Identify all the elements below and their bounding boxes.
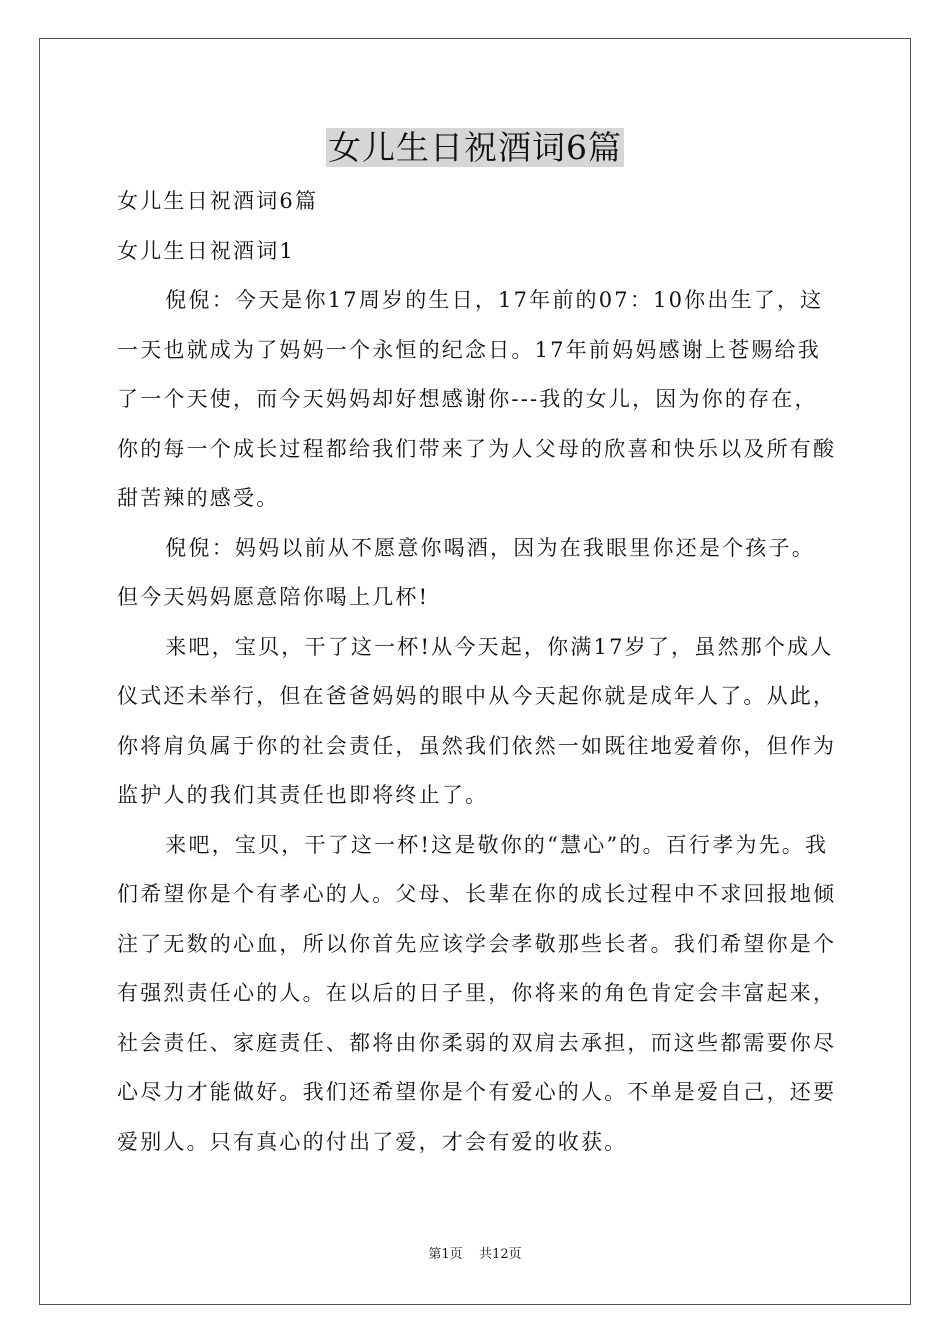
paragraph: 倪倪：今天是你17周岁的生日，17年前的07：10你出生了，这一天也就成为了妈妈一个永恒的纪念日。17年前妈妈感谢上苍赐给我了一个天使，而今天妈妈却好想感谢你---我的女儿，因为你的存在，你的每一个成长过程都给我们带来了为人父母的欣喜和快乐以及所有酸甜苦辣的感受。 bbox=[117, 288, 837, 510]
paragraph: 来吧，宝贝，干了这一杯!这是敬你的“慧心”的。百行孝为先。我们希望你是个有孝心的人。父母、长辈在你的成长过程中不求回报地倾注了无数的心血，所以你首先应该学会孝敬那些长者。我们希望你是个有强烈责任心的人。在以后的日子里，你将来的角色肯定会丰富起来，社会责任、家庭责任、都将由你柔弱的双肩去承担，而这些都需要你尽心尽力才能做好。我们还希望你是个有爱心的人。不单是爱自己，还要爱别人。只有真心的付出了爱，才会有爱的收获。 bbox=[117, 832, 837, 1154]
document-title bbox=[0, 126, 950, 170]
page-total: 共12页 bbox=[479, 1247, 522, 1262]
section-heading: 女儿生日祝酒词1 bbox=[117, 238, 295, 263]
subtitle-line: 女儿生日祝酒词6篇 bbox=[117, 189, 319, 213]
paragraph: 倪倪：妈妈以前从不愿意你喝酒，因为在我眼里你还是个孩子。但今天妈妈愿意陪你喝上几杯! bbox=[117, 535, 815, 609]
paragraph: 来吧，宝贝，干了这一杯!从今天起，你满17岁了，虽然那个成人仪式还未举行，但在爸爸妈妈的眼中从今天起你就是成年人了。从此，你将肩负属于你的社会责任，虽然我们依然一如既往地爱着你，但作为监护人的我们其责任也即将终止了。 bbox=[117, 634, 837, 807]
page-footer bbox=[0, 1246, 950, 1264]
page-number: 第1页 bbox=[428, 1247, 463, 1262]
document-body bbox=[117, 177, 837, 1167]
document-title-text: 女儿生日祝酒词6篇 bbox=[328, 128, 622, 167]
